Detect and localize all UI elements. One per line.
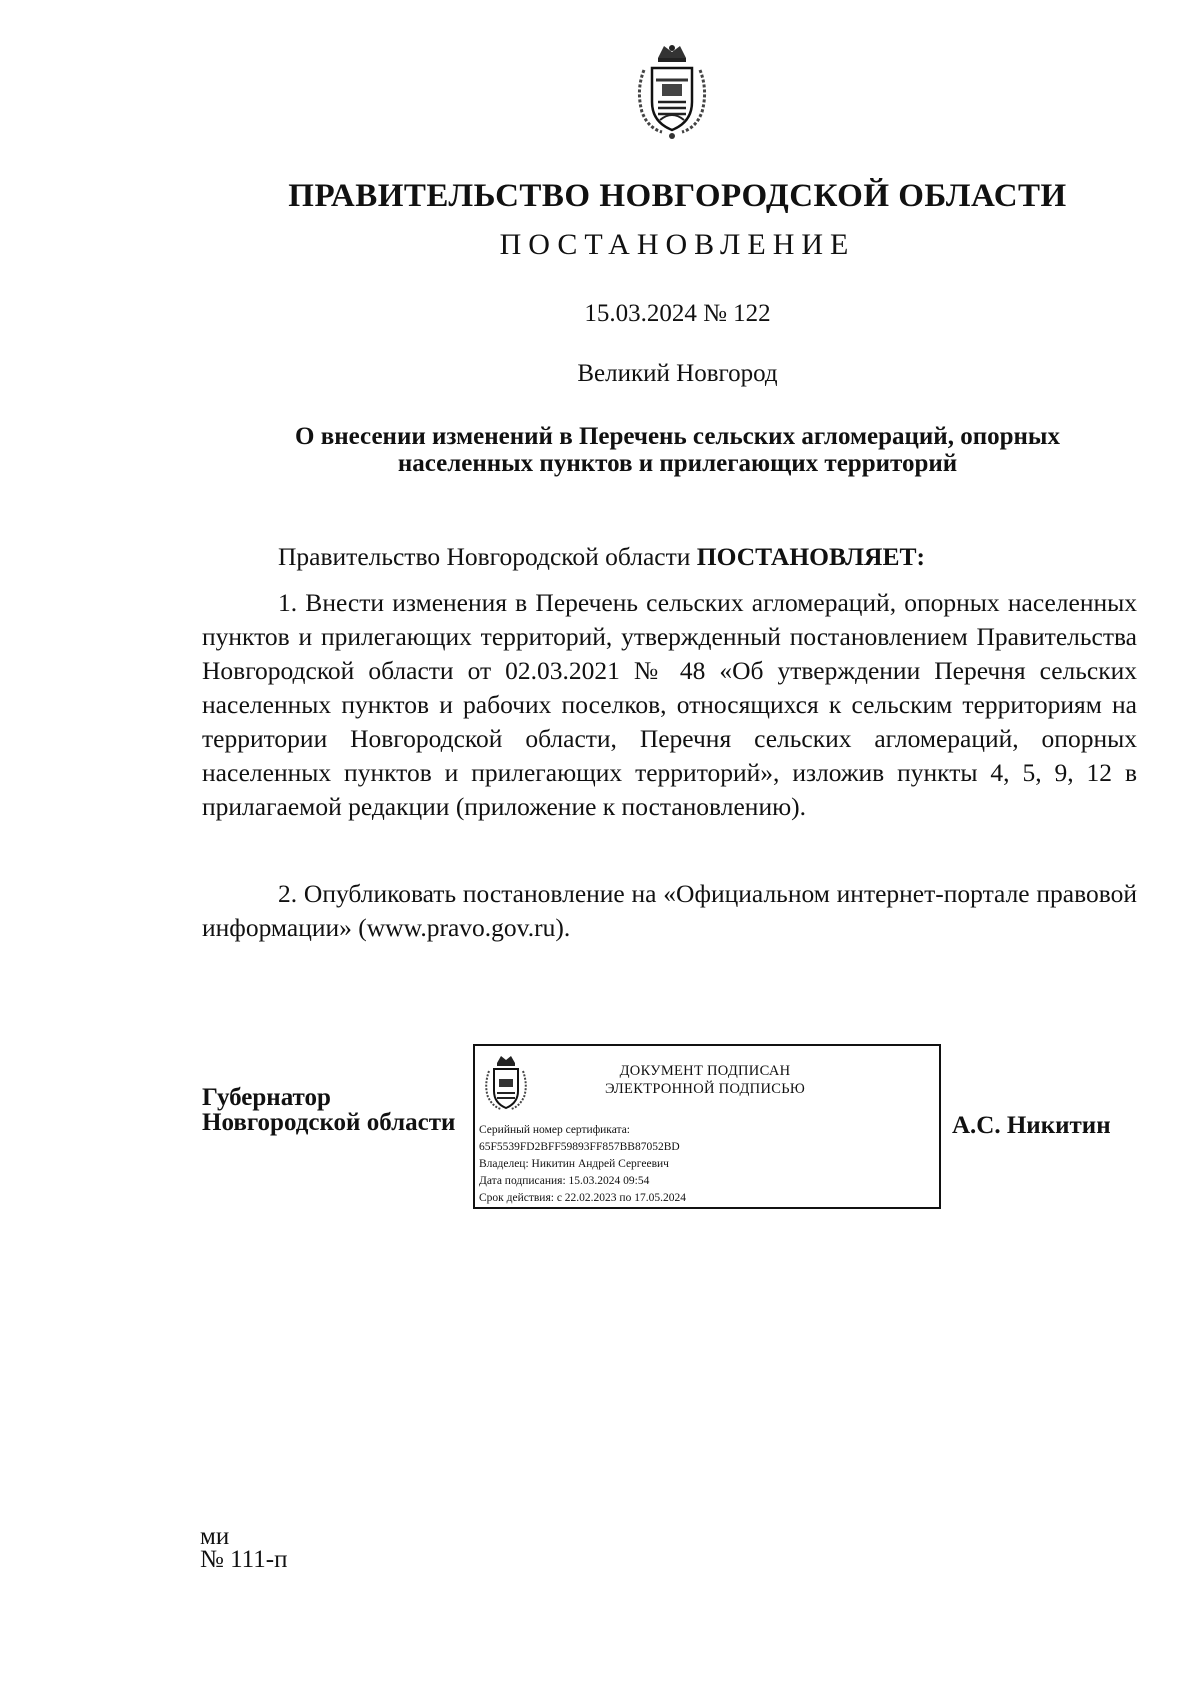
stamp-owner: Владелец: Никитин Андрей Сергеевич xyxy=(479,1158,669,1170)
paragraph-2: 2. Опубликовать постановление на «Официальном интернет-портале правовой информации» (www.pravo.gov.ru). xyxy=(202,879,1137,942)
stamp-cert-label: Серийный номер сертификата: xyxy=(479,1124,630,1136)
electronic-signature-stamp xyxy=(473,1044,941,1209)
paragraph-1: 1. Внести изменения в Перечень сельских агломераций, опорных населенных пунктов и прилегающих территорий, утвержденный постановлением Правительства Новгородской области от 02.03.2021 № 48 «Об утверждении Перечня сельских населенных пунктов и рабочих поселков, относящихся к сельским территориям на территории Новгородской области, Перечня сельских агломераций, опорных населенных пунктов и прилегающих территорий», изложив пункты 4, 5, 9, 12 в прилагаемой редакции (приложение к постановлению). xyxy=(202,588,1137,821)
preamble-decree: ПОСТАНОВЛЯЕТ: xyxy=(696,542,925,571)
footer-initials: ми xyxy=(200,1523,230,1550)
position-line-2: Новгородской области xyxy=(202,1109,456,1136)
position-line-1: Губернатор xyxy=(202,1084,331,1111)
footer-number: № 111-п xyxy=(200,1546,288,1573)
document-city: Великий Новгород xyxy=(577,360,778,387)
stamp-signed-date: Дата подписания: 15.03.2024 09:54 xyxy=(479,1175,650,1187)
preamble xyxy=(202,540,1137,574)
subject-line-2: населенных пунктов и прилегающих территорий xyxy=(397,450,958,477)
coat-of-arms-icon xyxy=(483,1053,529,1113)
stamp-heading-line-1: ДОКУМЕНТ ПОДПИСАН xyxy=(619,1063,791,1079)
document-type: ПОСТАНОВЛЕНИЕ xyxy=(499,228,856,261)
stamp-heading-line-2: ЭЛЕКТРОННОЙ ПОДПИСЬЮ xyxy=(604,1081,806,1097)
footer-code xyxy=(200,1525,287,1571)
coat-of-arms-icon xyxy=(634,40,710,140)
document-date-number: 15.03.2024 № 122 xyxy=(584,300,771,327)
stamp-heading xyxy=(555,1062,855,1098)
organization-title: ПРАВИТЕЛЬСТВО НОВГОРОДСКОЙ ОБЛАСТИ xyxy=(288,178,1067,214)
document-subject xyxy=(230,423,1125,477)
stamp-validity: Срок действия: с 22.02.2023 по 17.05.2024 xyxy=(479,1192,686,1204)
stamp-cert-serial: 65F5539FD2BFF59893FF857BB87052BD xyxy=(479,1141,680,1153)
preamble-text: Правительство Новгородской области xyxy=(278,542,697,571)
subject-line-1: О внесении изменений в Перечень сельских агломераций, опорных xyxy=(295,423,1060,450)
stamp-details xyxy=(479,1122,686,1207)
signatory-name: А.С. Никитин xyxy=(952,1112,1111,1139)
signatory-position xyxy=(202,1085,455,1135)
